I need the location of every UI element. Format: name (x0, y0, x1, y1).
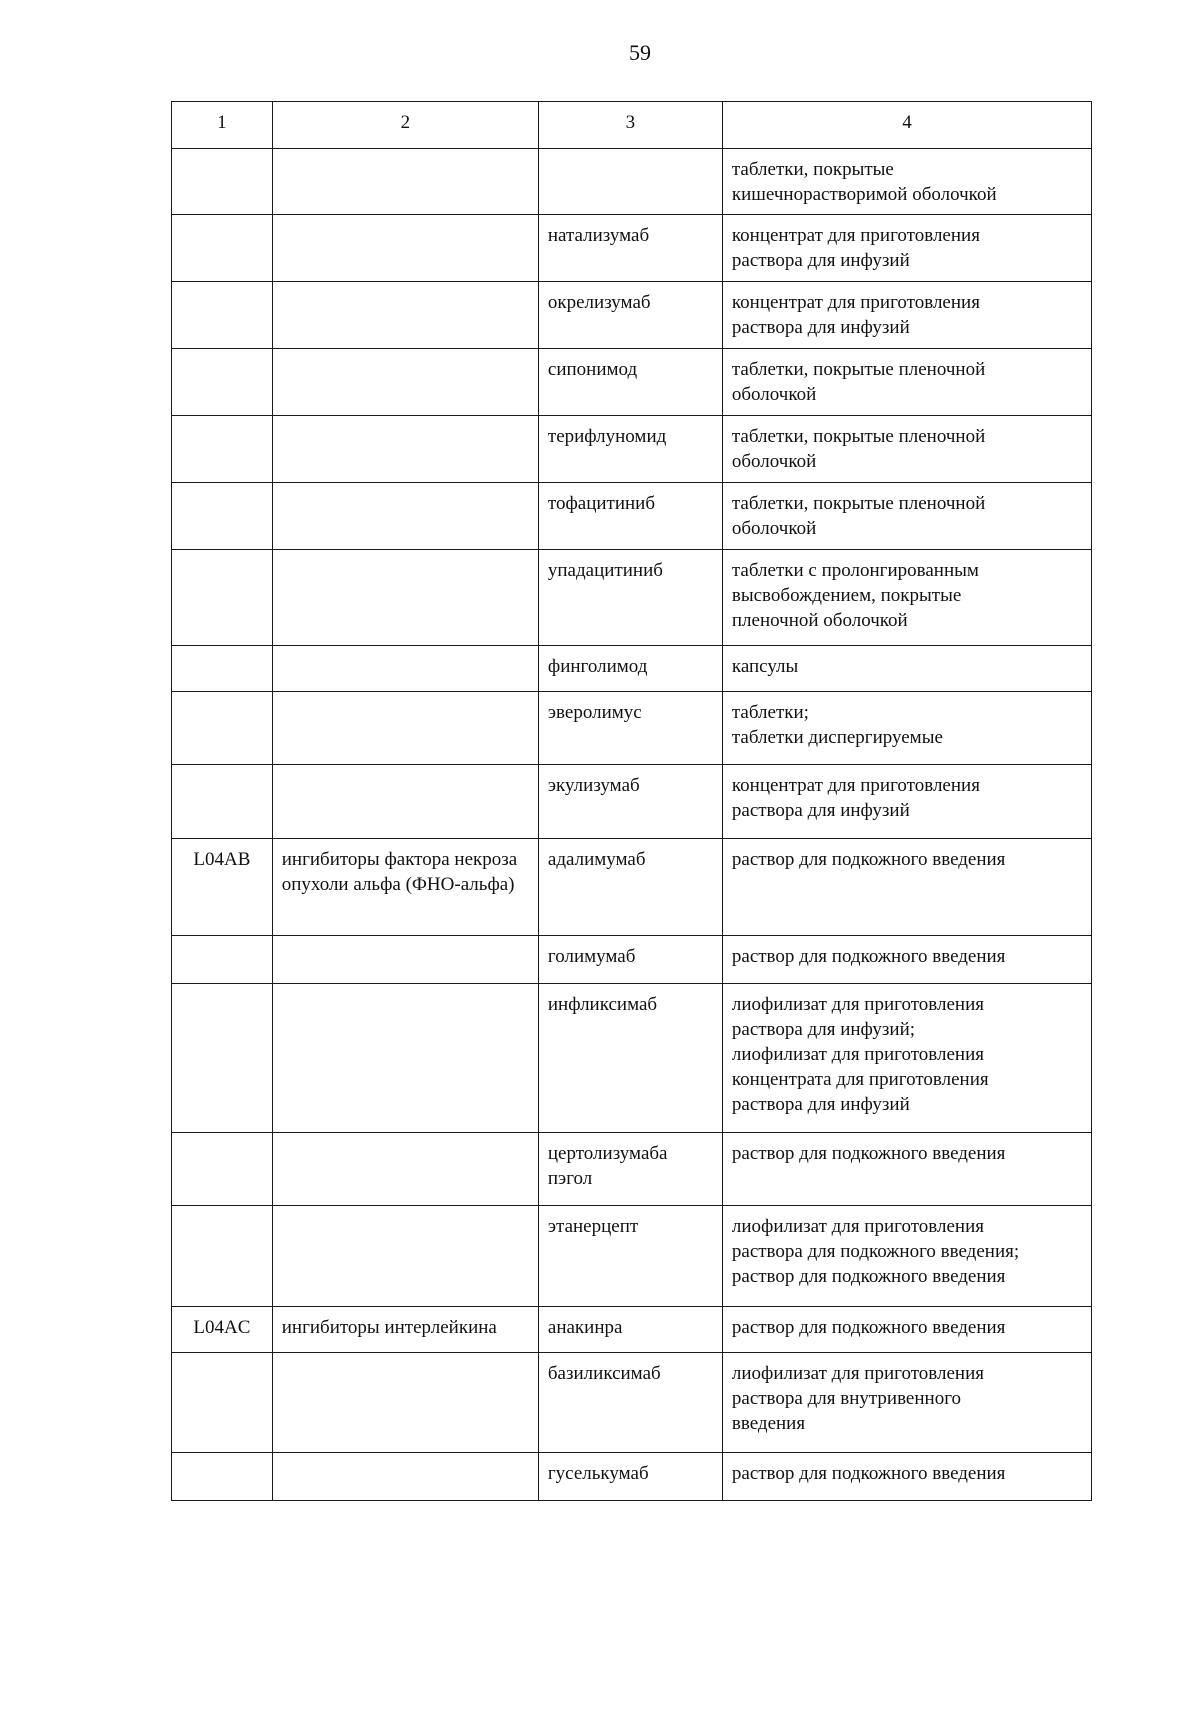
dosage-form-cell: таблетки, покрытые пленочной оболочкой (722, 349, 1091, 416)
column-header-2: 2 (272, 102, 538, 149)
dosage-form-cell: лиофилизат для приготовления раствора для подкожного введения; раствор для подкожного введения (722, 1206, 1091, 1307)
drug-name-cell: финголимод (538, 646, 722, 692)
drug-name-cell: экулизумаб (538, 765, 722, 839)
atc-code-cell: L04AC (172, 1307, 273, 1353)
group-name-cell (272, 550, 538, 646)
table-row (172, 1206, 1092, 1307)
drug-name-cell: базиликсимаб (538, 1353, 722, 1453)
page-number: 59 (629, 40, 651, 65)
group-name-cell (272, 765, 538, 839)
table-row (172, 1133, 1092, 1206)
column-header-4: 4 (722, 102, 1091, 149)
group-name-cell: ингибиторы интерлейкина (272, 1307, 538, 1353)
dosage-form-cell: раствор для подкожного введения (722, 839, 1091, 936)
dosage-form-cell: таблетки, покрытые кишечнорастворимой оболочкой (722, 149, 1091, 215)
group-name-cell (272, 1206, 538, 1307)
atc-code-cell (172, 149, 273, 215)
table-row (172, 483, 1092, 550)
medication-table (171, 101, 1092, 1501)
atc-code-cell (172, 349, 273, 416)
atc-code-cell: L04AB (172, 839, 273, 936)
drug-name-cell: натализумаб (538, 215, 722, 282)
atc-code-cell (172, 765, 273, 839)
dosage-form-cell: концентрат для приготовления раствора для инфузий (722, 282, 1091, 349)
group-name-cell (272, 349, 538, 416)
dosage-form-cell: лиофилизат для приготовления раствора для инфузий; лиофилизат для приготовления концентрата для приготовления раствора для инфузий (722, 984, 1091, 1133)
table-row (172, 349, 1092, 416)
group-name-cell (272, 646, 538, 692)
atc-code-cell (172, 692, 273, 765)
table-row (172, 692, 1092, 765)
table-header-row (172, 102, 1092, 149)
drug-name-cell: цертолизумаба пэгол (538, 1133, 722, 1206)
drug-name-cell: терифлуномид (538, 416, 722, 483)
dosage-form-cell: таблетки, покрытые пленочной оболочкой (722, 416, 1091, 483)
table-row (172, 1307, 1092, 1353)
table-row (172, 765, 1092, 839)
dosage-form-cell: раствор для подкожного введения (722, 1133, 1091, 1206)
drug-name-cell: инфликсимаб (538, 984, 722, 1133)
dosage-form-cell: раствор для подкожного введения (722, 936, 1091, 984)
drug-name-cell: сипонимод (538, 349, 722, 416)
table-row (172, 984, 1092, 1133)
group-name-cell (272, 936, 538, 984)
atc-code-cell (172, 646, 273, 692)
dosage-form-cell: раствор для подкожного введения (722, 1453, 1091, 1501)
group-name-cell (272, 692, 538, 765)
table-row (172, 149, 1092, 215)
atc-code-cell (172, 936, 273, 984)
atc-code-cell (172, 1453, 273, 1501)
column-header-3: 3 (538, 102, 722, 149)
atc-code-cell (172, 1353, 273, 1453)
atc-code-cell (172, 1133, 273, 1206)
atc-code-cell (172, 1206, 273, 1307)
atc-code-cell (172, 416, 273, 483)
table-row (172, 1353, 1092, 1453)
drug-name-cell: гуселькумаб (538, 1453, 722, 1501)
drug-name-cell: эверолимус (538, 692, 722, 765)
group-name-cell (272, 149, 538, 215)
group-name-cell (272, 483, 538, 550)
drug-name-cell (538, 149, 722, 215)
group-name-cell (272, 1133, 538, 1206)
atc-code-cell (172, 282, 273, 349)
group-name-cell (272, 215, 538, 282)
dosage-form-cell: раствор для подкожного введения (722, 1307, 1091, 1353)
dosage-form-cell: капсулы (722, 646, 1091, 692)
drug-name-cell: окрелизумаб (538, 282, 722, 349)
table-row (172, 1453, 1092, 1501)
table-row (172, 550, 1092, 646)
dosage-form-cell: концентрат для приготовления раствора для инфузий (722, 215, 1091, 282)
drug-name-cell: голимумаб (538, 936, 722, 984)
group-name-cell (272, 1353, 538, 1453)
drug-name-cell: упадацитиниб (538, 550, 722, 646)
dosage-form-cell: таблетки с пролонгированным высвобождением, покрытые пленочной оболочкой (722, 550, 1091, 646)
table-row (172, 936, 1092, 984)
column-header-1: 1 (172, 102, 273, 149)
group-name-cell (272, 1453, 538, 1501)
atc-code-cell (172, 215, 273, 282)
group-name-cell: ингибиторы фактора некроза опухоли альфа (ФНО-альфа) (272, 839, 538, 936)
atc-code-cell (172, 483, 273, 550)
drug-name-cell: адалимумаб (538, 839, 722, 936)
drug-name-cell: тофацитиниб (538, 483, 722, 550)
dosage-form-cell: концентрат для приготовления раствора для инфузий (722, 765, 1091, 839)
table-row (172, 215, 1092, 282)
table-row (172, 416, 1092, 483)
atc-code-cell (172, 550, 273, 646)
group-name-cell (272, 282, 538, 349)
group-name-cell (272, 416, 538, 483)
drug-name-cell: анакинра (538, 1307, 722, 1353)
drug-name-cell: этанерцепт (538, 1206, 722, 1307)
dosage-form-cell: таблетки; таблетки диспергируемые (722, 692, 1091, 765)
table-row (172, 282, 1092, 349)
group-name-cell (272, 984, 538, 1133)
table-row (172, 646, 1092, 692)
dosage-form-cell: лиофилизат для приготовления раствора для внутривенного введения (722, 1353, 1091, 1453)
table-row (172, 839, 1092, 936)
atc-code-cell (172, 984, 273, 1133)
dosage-form-cell: таблетки, покрытые пленочной оболочкой (722, 483, 1091, 550)
